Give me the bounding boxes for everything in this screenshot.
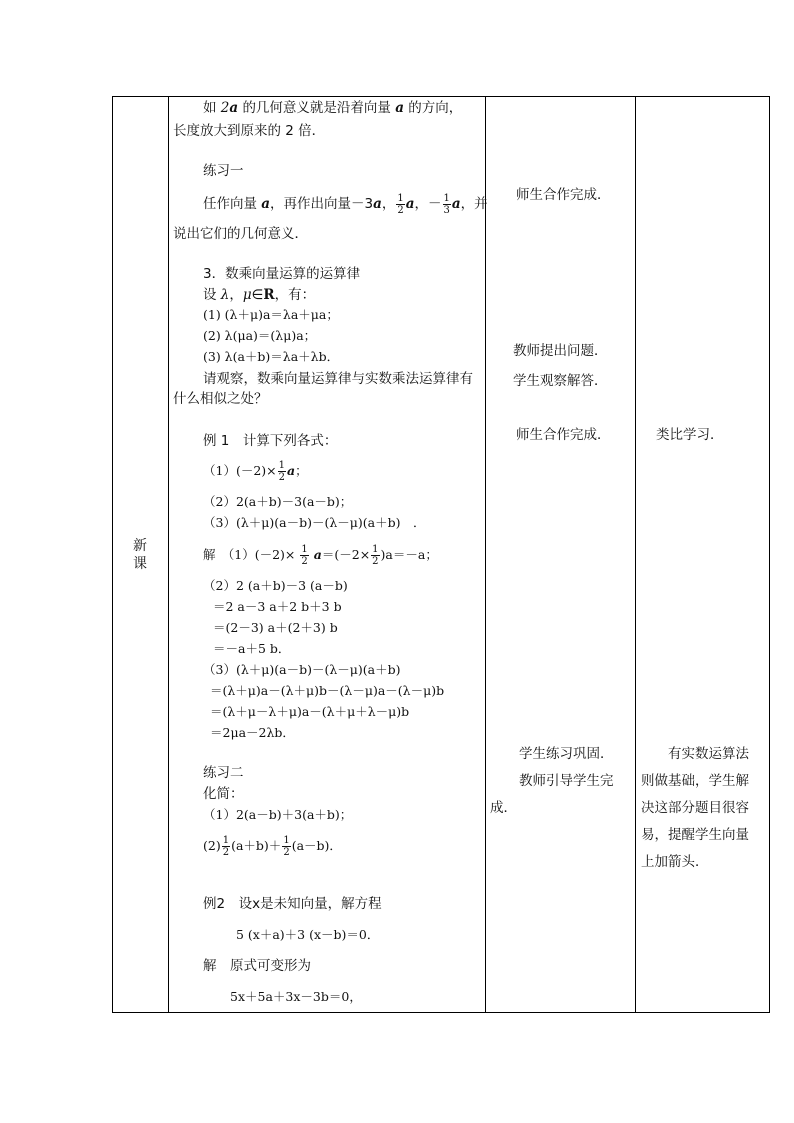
section3-let: 设 λ，μ∈R，有： xyxy=(203,287,316,303)
ex1-text-a: 任作向量 xyxy=(203,196,257,212)
sol-a: 解 （1）(－2)× xyxy=(203,547,296,562)
ex2-2c: (a－b)． xyxy=(291,838,342,853)
exercise2-item1: （1）2(a－b)＋3(a＋b)； xyxy=(203,807,353,822)
column-divider-3 xyxy=(635,96,636,1013)
sol-b: (－2× xyxy=(334,547,371,562)
example2-line: 5x＋5a＋3x－3b＝0， xyxy=(230,989,362,1004)
example1-title: 例 1 计算下列各式： xyxy=(203,433,338,449)
design-note-2: 有实数运算法 xyxy=(668,746,749,762)
exercise2-title: 练习二 xyxy=(203,765,244,781)
sol-c: )a＝－a； xyxy=(380,547,438,562)
law-3: (3) λ(a＋b)＝λa＋λb． xyxy=(203,349,340,364)
column-divider-2 xyxy=(485,96,486,1013)
ex2-2a: (2) xyxy=(203,838,221,853)
example1-item3: （3）(λ＋μ)(a－b)－(λ－μ)(a＋b) ． xyxy=(203,515,426,530)
p-2a-text1: 的几何意义就是沿着向量 xyxy=(242,100,391,116)
solution2-line0: （2）2 (a＋b)－3 (a－b) xyxy=(203,578,348,593)
solution3-line1: ＝(λ＋μ)a－(λ＋μ)b－(λ－μ)a－(λ－μ)b xyxy=(210,683,445,698)
ex1-text-b: ，再作出向量－3 xyxy=(270,196,374,212)
column-divider-1 xyxy=(168,96,169,1013)
table-left-border xyxy=(112,96,113,1013)
let-word: 设 xyxy=(203,287,217,303)
design-note-5: 易，提醒学生向量 xyxy=(641,827,749,843)
exercise1-line1: 任作向量 a，再作出向量－3a， $\frac{1}{2}$ a，－ $\frac{1}{3}$ a，并 xyxy=(203,192,488,216)
question-line2: 什么相似之处？ xyxy=(173,391,268,407)
teacher-note-1: 师生合作完成． xyxy=(516,187,611,203)
p-2a-line1: 如 2a 的几何意义就是沿着向量 a 的方向， xyxy=(203,100,463,116)
teacher-note-5: 学生练习巩固． xyxy=(519,746,614,762)
table-right-border xyxy=(769,96,770,1013)
solution3-line2: ＝(λ＋μ－λ＋μ)a－(λ＋μ＋λ－μ)b xyxy=(210,704,410,719)
teacher-note-6a: 教师引导学生完 xyxy=(519,773,614,789)
exercise1-line2: 说出它们的几何意义． xyxy=(173,226,308,242)
have-word: ，有： xyxy=(274,287,316,303)
fraction-ex2b: $\frac{1}{2}$ xyxy=(283,835,290,858)
design-note-3: 则做基础，学生解 xyxy=(641,773,749,789)
teacher-note-4: 师生合作完成． xyxy=(516,427,611,443)
fraction-sol1: $\frac{1}{2}$ xyxy=(301,544,308,567)
fraction-1-2: $\frac{1}{2}$ xyxy=(397,192,404,216)
fraction-ex2a: $\frac{1}{2}$ xyxy=(222,835,230,858)
p-2a-text2: 的方向， xyxy=(408,100,463,116)
fraction-sol2: $\frac{1}{2}$ xyxy=(372,544,379,567)
solution2-line1: ＝2 a－3 a＋2 b＋3 b xyxy=(213,599,342,614)
example2-equation: 5 (x＋a)＋3 (x－b)＝0． xyxy=(236,927,380,942)
p-2a-line2: 长度放大到原来的 2 倍． xyxy=(173,123,326,139)
section-label: 新课 xyxy=(133,538,147,572)
example1-item1: （1）(－2)× $\frac{1}{2}$ a； xyxy=(203,460,308,483)
teacher-note-6b: 成． xyxy=(490,800,517,816)
example2-solution: 解 原式可变形为 xyxy=(203,958,311,974)
law-1: (1) (λ＋μ)a＝λa＋μa； xyxy=(203,307,339,322)
table-bottom-border xyxy=(112,1012,770,1013)
fraction-1-3: $\frac{1}{3}$ xyxy=(443,192,450,216)
teacher-note-3: 学生观察解答． xyxy=(513,373,608,389)
teacher-note-2: 教师提出问题． xyxy=(513,343,608,359)
section3-title: 3．数乘向量运算的运算律 xyxy=(203,266,361,282)
law-2: (2) λ(μa)＝(λμ)a； xyxy=(203,328,317,343)
question-line1: 请观察，数乘向量运算律与实数乘法运算律有 xyxy=(203,371,473,387)
ex2-2b: (a＋b)＋ xyxy=(231,838,282,853)
solution2-line3: ＝－a＋5 b． xyxy=(213,641,291,656)
solution3-line0: （3）(λ＋μ)(a－b)－(λ－μ)(a＋b) xyxy=(203,662,401,677)
fraction-e1: $\frac{1}{2}$ xyxy=(278,460,286,483)
design-note-6: 上加箭头． xyxy=(641,854,709,870)
solution3-line3: ＝2μa－2λb． xyxy=(210,725,295,740)
design-note-4: 决这部分题目很容 xyxy=(641,800,749,816)
exercise2-sub: 化简： xyxy=(203,786,244,802)
e1-text: （1）(－2)× xyxy=(203,463,277,478)
table-top-border xyxy=(112,96,770,97)
exercise2-item2 xyxy=(203,831,342,861)
design-note-1: 类比学习． xyxy=(656,427,724,443)
example2-title: 例2 设x是未知向量，解方程 xyxy=(203,896,382,912)
solution1-line: 解 （1）(－2)× $\frac{1}{2}$ a＝(－2× $\frac{1}{2}$ )a＝－a； xyxy=(203,544,438,567)
example1-item2: （2）2(a＋b)－3(a－b)； xyxy=(203,494,353,509)
exercise1-title: 练习一 xyxy=(203,163,244,179)
solution2-line2: ＝(2－3) a＋(2＋3) b xyxy=(213,620,338,635)
